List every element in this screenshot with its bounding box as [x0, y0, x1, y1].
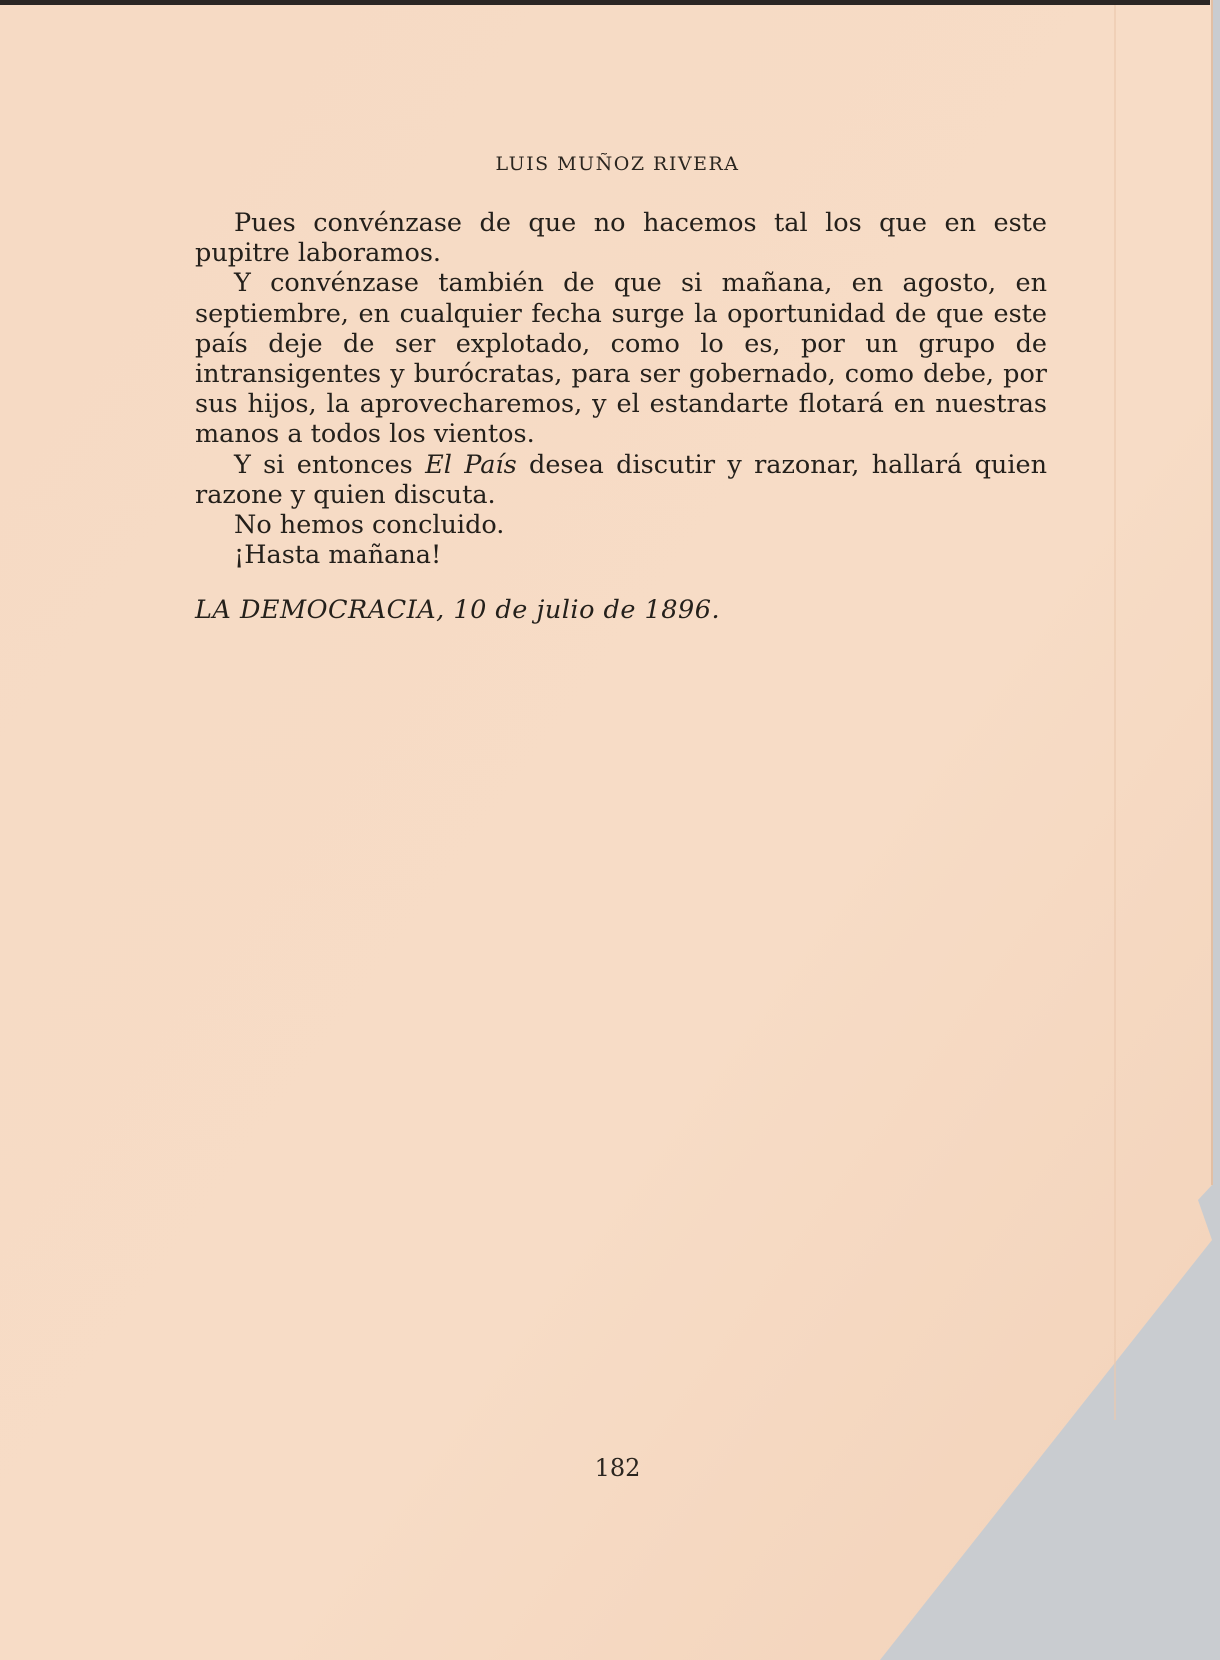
paragraph-4: No hemos concluido. — [234, 510, 505, 541]
page-top-edge — [0, 0, 1210, 5]
paragraph-2: Y convénzase también de que si mañana, en agosto, en septiembre, en cualquier fecha surge la oportunidad de que este país deje de ser explotado, como lo es, por un grupo de intransigentes y burócratas, para ser gobernado, como debe, por sus hijos, la aprovecharemos, y el estandarte flotará en nuestras manos a todos los vientos. — [195, 268, 1047, 450]
sign-off: LA DEMOCRACIA, 10 de julio de 1896. — [195, 595, 721, 625]
paragraph-5: ¡Hasta mañana! — [234, 540, 442, 571]
paragraph-3 — [195, 450, 1047, 510]
running-head: LUIS MUÑOZ RIVERA — [495, 153, 740, 175]
body-text — [195, 208, 1047, 570]
paragraph-1: Pues convénzase de que no hacemos tal los que en este pupitre laboramos. — [195, 208, 1047, 269]
page-number: 182 — [594, 1454, 641, 1482]
paragraph-3-after: desea discutir y razonar, hallará quien razone y quien discuta. — [195, 449, 1048, 510]
newspaper-title: El País — [425, 449, 517, 480]
paragraph-3-before: Y si entonces — [234, 449, 426, 480]
